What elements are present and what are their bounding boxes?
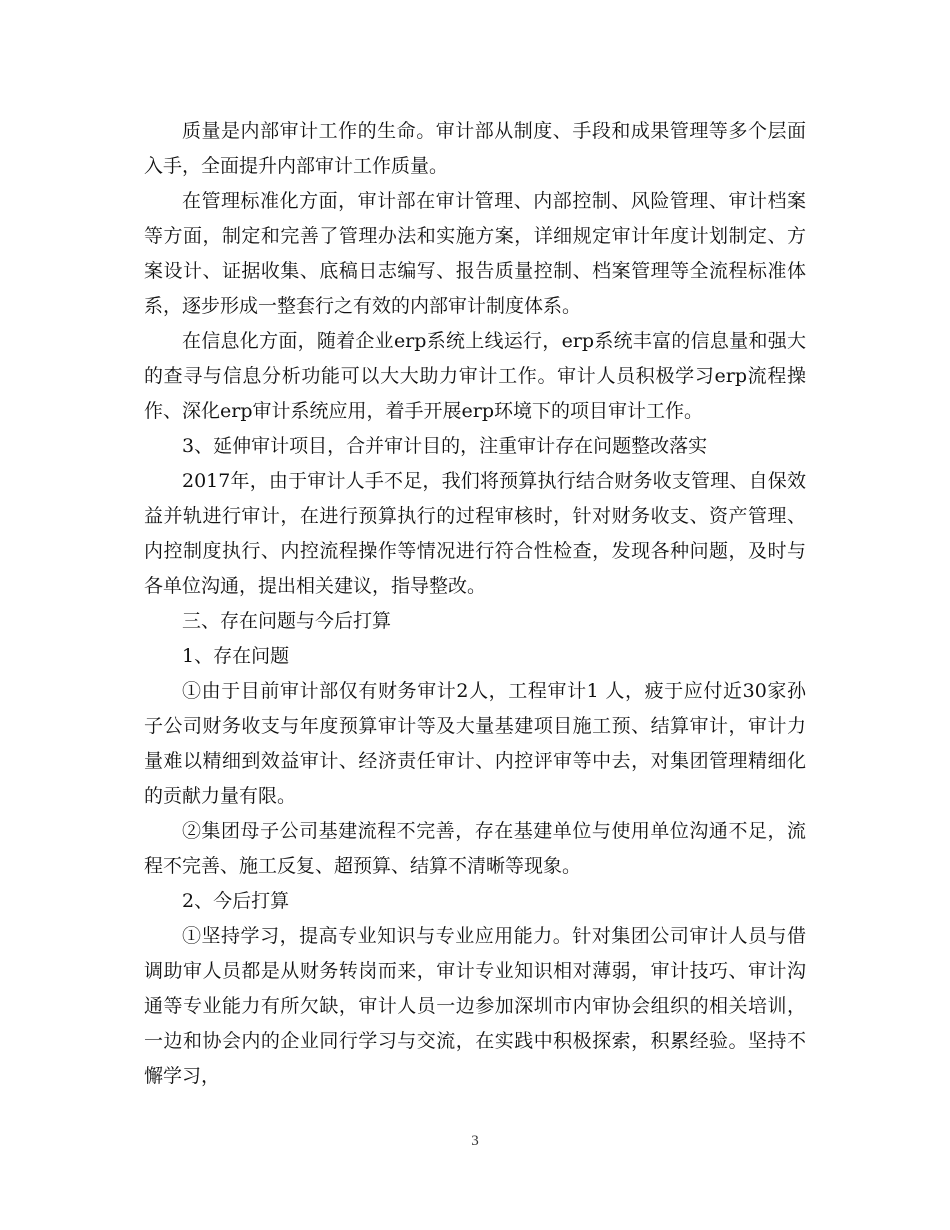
page-number: 3 — [471, 1133, 479, 1149]
heading-existing-problems: 1、存在问题 — [182, 645, 290, 667]
heading-extend-audit: 3、延伸审计项目，合并审计目的，注重审计存在问题整改落实 — [182, 435, 708, 457]
paragraph-problem-1: ①由于目前审计部仅有财务审计2人，工程审计1 人，疲于应付近30家孙子公司财务收支与年度预算审计等及大量基建项目施工预、结算审计，审计力量难以精细到效益审计、经济责任审计、内控评审等中去，对集团管理精细化的贡献力量有限。 — [144, 680, 806, 807]
heading-future-plans: 2、今后打算 — [182, 890, 290, 912]
paragraph-informatization: 在信息化方面，随着企业erp系统上线运行，erp系统丰富的信息量和强大的查寻与信息分析功能可以大大助力审计工作。审计人员积极学习erp流程操作、深化erp审计系统应用，着手开展erp环境下的项目审计工作。 — [144, 330, 806, 422]
paragraph-plan-1: ①坚持学习，提高专业知识与专业应用能力。针对集团公司审计人员与借调助审人员都是从财务转岗而来，审计专业知识相对薄弱，审计技巧、审计沟通等专业能力有所欠缺，审计人员一边参加深圳市内审协会组织的相关培训，一边和协会内的企业同行学习与交流，在实践中积极探索，积累经验。坚持不懈学习， — [144, 925, 806, 1087]
paragraph-quality-intro: 质量是内部审计工作的生命。审计部从制度、手段和成果管理等多个层面入手，全面提升内部审计工作质量。 — [144, 120, 806, 177]
heading-problems-and-plans: 三、存在问题与今后打算 — [182, 610, 392, 632]
document-body — [144, 114, 806, 1094]
paragraph-standardization: 在管理标准化方面，审计部在审计管理、内部控制、风险管理、审计档案等方面，制定和完善了管理办法和实施方案，详细规定审计年度计划制定、方案设计、证据收集、底稿日志编写、报告质量控制、档案管理等全流程标准体系，逐步形成一整套行之有效的内部审计制度体系。 — [144, 190, 806, 317]
paragraph-problem-2: ②集团母子公司基建流程不完善，存在基建单位与使用单位沟通不足，流程不完善、施工反复、超预算、结算不清晰等现象。 — [144, 820, 806, 877]
paragraph-2017-audit: 2017年，由于审计人手不足，我们将预算执行结合财务收支管理、自保效益并轨进行审计，在进行预算执行的过程审核时，针对财务收支、资产管理、内控制度执行、内控流程操作等情况进行符合性检查，发现各种问题，及时与各单位沟通，提出相关建议，指导整改。 — [144, 470, 806, 597]
